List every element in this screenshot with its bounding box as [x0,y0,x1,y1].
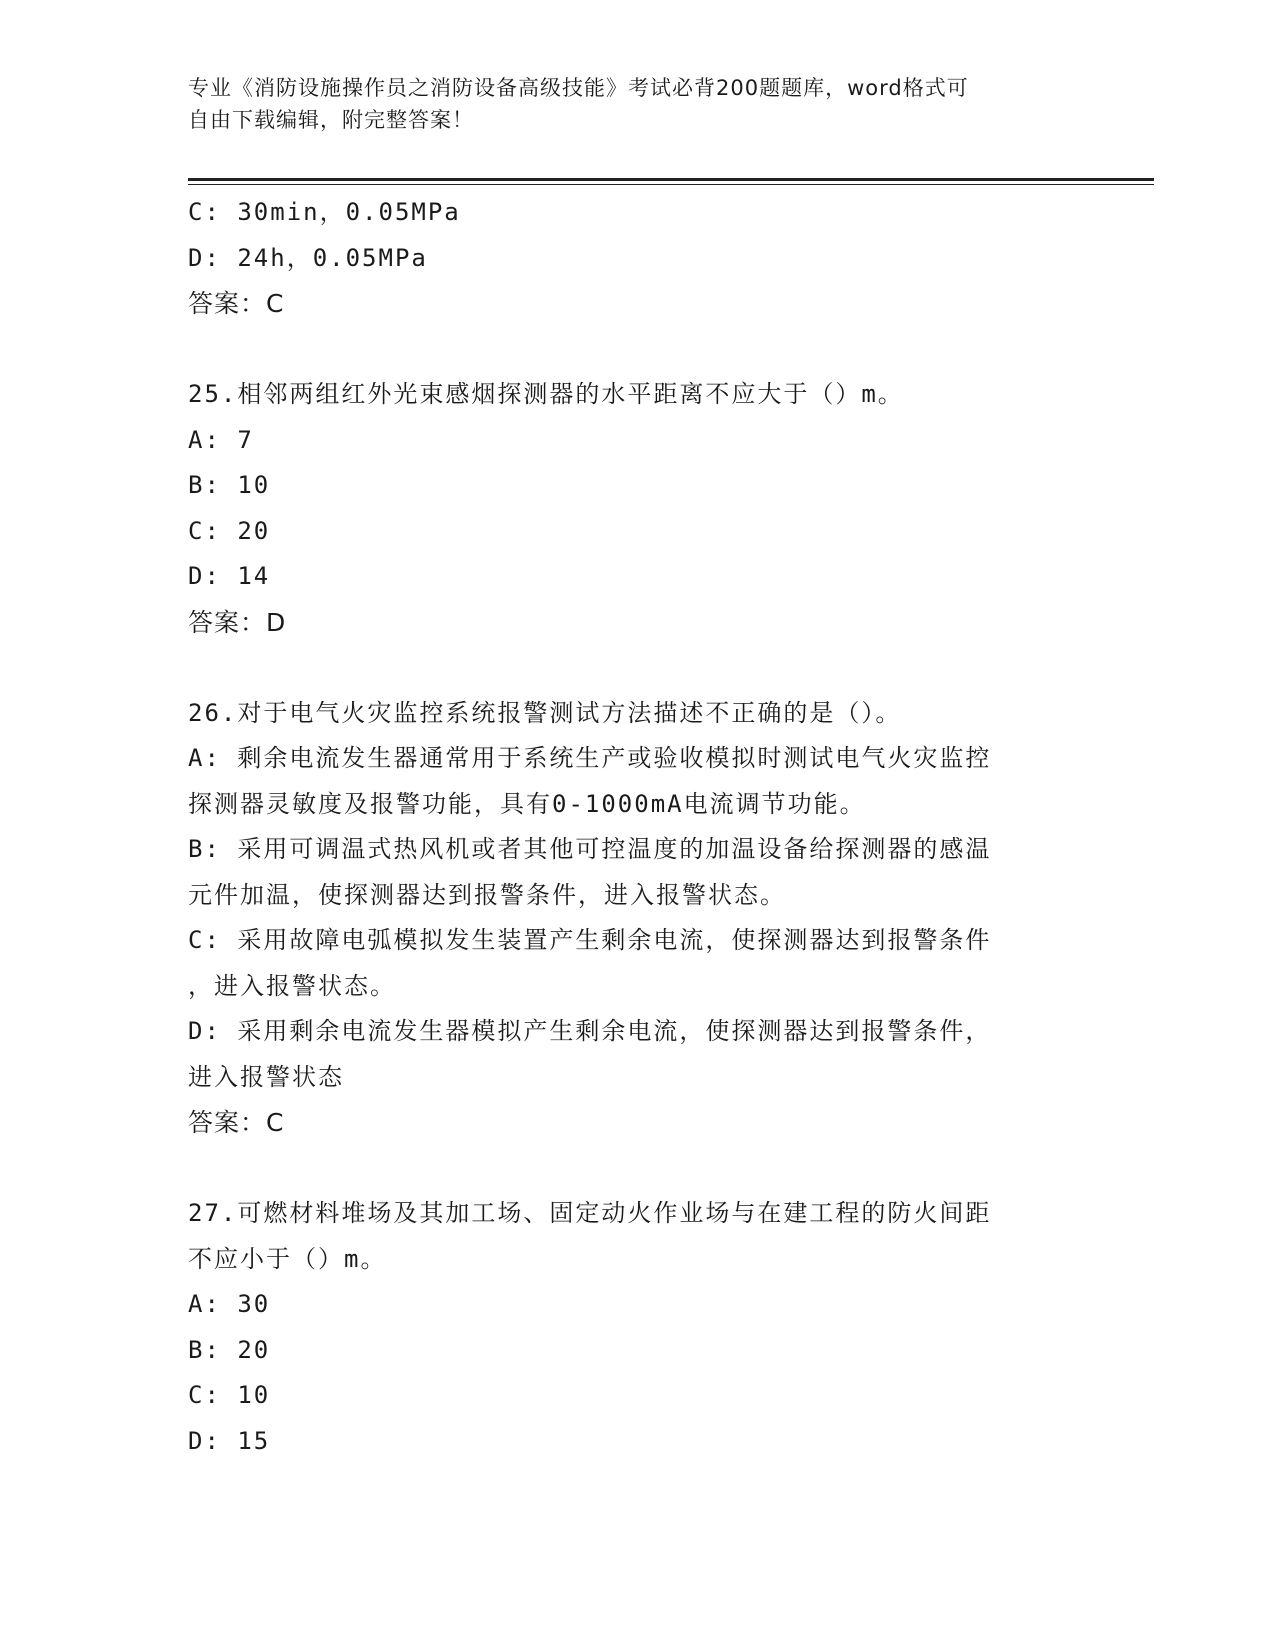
question-26-text: 26.对于电气火灾监控系统报警测试方法描述不正确的是（）。 [188,698,902,727]
spacer [188,327,1078,373]
header-title-line-2: 自由下载编辑，附完整答案！ [188,108,474,132]
question-26-option-a-line-1: A: 剩余电流发生器通常用于系统生产或验收模拟时测试电气火灾监控 [188,744,992,772]
question-25-text: 25.相邻两组红外光束感烟探测器的水平距离不应大于（）m。 [188,380,904,408]
question-26-option-a-line-2: 探测器灵敏度及报警功能，具有0-1000mA电流调节功能。 [188,789,866,818]
question-26-option-b-line-2: 元件加温，使探测器达到报警条件，进入报警状态。 [188,880,786,909]
question-list [188,190,1078,1464]
question-27-option-c: C: 10 [188,1381,271,1409]
question-26-option-c-line-1: C: 采用故障电弧模拟发生装置产生剩余电流，使探测器达到报警条件 [188,926,992,954]
question-27-block [188,1191,1078,1464]
question-26-answer: 答案：C [188,1108,285,1137]
question-26-option-c-line-2: ，进入报警状态。 [188,971,396,1000]
question-25-answer: 答案：D [188,607,287,637]
question-26-option-d-line-1: D: 采用剩余电流发生器模拟产生剩余电流，使探测器达到报警条件， [188,1017,992,1045]
question-27-option-d: D: 15 [188,1426,271,1455]
question-26-option-d-line-2: 进入报警状态 [188,1062,344,1091]
question-25-option-a: A: 7 [188,425,254,454]
question-25-option-c: C: 20 [188,516,271,545]
question-27-text-line-1: 27.可燃材料堆场及其加工场、固定动火作业场与在建工程的防火间距 [188,1199,992,1227]
spacer [188,645,1078,691]
header-divider-thin [188,184,1154,185]
question-25-block [188,372,1078,645]
header-divider-thick [188,178,1154,181]
question-27-option-b: B: 20 [188,1335,271,1364]
question-25-option-d: D: 14 [188,562,271,590]
question-24-block [188,190,1078,327]
page-header [188,72,1068,136]
header-title-line-1: 专业《消防设施操作员之消防设备高级技能》考试必背200题题库，word格式可 [188,76,969,100]
question-27-text-line-2: 不应小于（）m。 [188,1244,387,1273]
question-24-option-c: C: 30min，0.05MPa [188,198,461,226]
question-24-answer: 答案：C [188,289,285,318]
question-26-block [188,691,1078,1146]
spacer [188,1146,1078,1192]
question-27-option-a: A: 30 [188,1290,271,1318]
question-24-option-d: D: 24h，0.05MPa [188,243,428,272]
question-25-option-b: B: 10 [188,471,271,499]
question-26-option-b-line-1: B: 采用可调温式热风机或者其他可控温度的加温设备给探测器的感温 [188,835,992,863]
